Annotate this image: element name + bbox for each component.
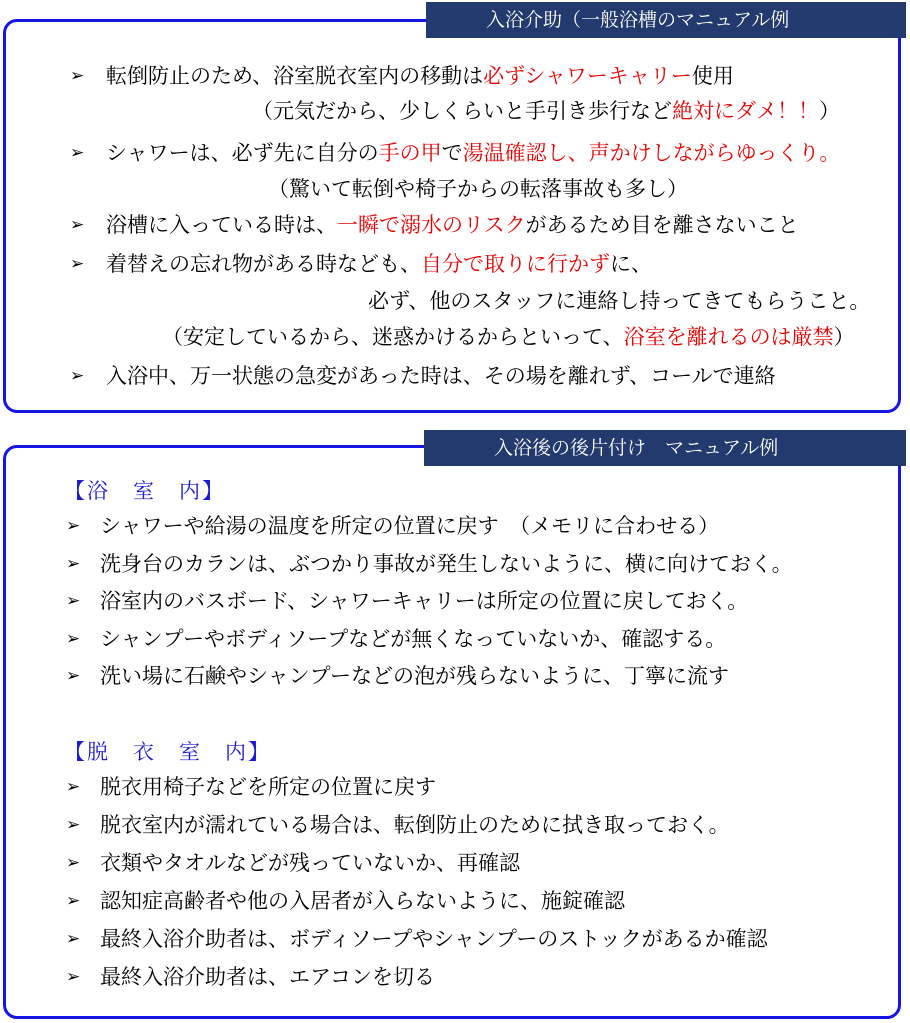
plain-text: シャワーは、必ず先に自分の bbox=[106, 141, 379, 165]
note-text bbox=[368, 286, 870, 316]
bathing-assistance-title: 入浴介助（一般浴槽のマニュアル例 bbox=[426, 2, 906, 38]
item-text: 最終入浴介助者は、エアコンを切る bbox=[100, 965, 435, 989]
plain-text: に、 bbox=[610, 252, 652, 276]
item-text: 浴室内のバスボード、シャワーキャリーは所定の位置に戻しておく。 bbox=[100, 589, 749, 613]
emphasis-text: 湯温確認し、声かけしながらゆっくり。 bbox=[462, 141, 841, 165]
item-text bbox=[106, 361, 776, 391]
arrow-bullet-icon: ➢ bbox=[66, 553, 81, 574]
plain-text: 浴槽に入っている時は、 bbox=[106, 213, 337, 237]
plain-text: 着替えの忘れ物がある時なども、 bbox=[106, 252, 421, 276]
note-text bbox=[162, 322, 855, 352]
note-text bbox=[252, 96, 840, 126]
arrow-bullet-icon: ➢ bbox=[66, 591, 81, 611]
item-text: 最終入浴介助者は、ボディソープやシャンプーのストックがあるか確認 bbox=[100, 927, 768, 951]
plain-text: 必ず、他のスタッフに連絡し持ってきてもらうこと。 bbox=[368, 289, 871, 313]
plain-text: （元気だから、少しくらいと手引き歩行など bbox=[252, 99, 672, 123]
plain-text: ） bbox=[833, 325, 855, 349]
emphasis-text: 手の甲 bbox=[378, 141, 442, 165]
arrow-bullet-icon: ➢ bbox=[66, 516, 81, 536]
plain-text: で bbox=[441, 141, 463, 165]
arrow-bullet-icon: ➢ bbox=[66, 929, 81, 949]
item-text bbox=[106, 61, 734, 91]
item-text: 脱衣用椅子などを所定の位置に戻す bbox=[100, 775, 436, 799]
plain-text: 転倒防止のため、浴室脱衣室内の移動は bbox=[106, 64, 484, 88]
item-text: 認知症高齢者や他の入居者が入らないように、施錠確認 bbox=[100, 889, 625, 913]
item-text: シャンプーやボディソープなどが無くなっていないか、確認する。 bbox=[100, 626, 727, 651]
note-text bbox=[268, 174, 688, 204]
arrow-bullet-icon: ➢ bbox=[66, 967, 81, 987]
arrow-bullet-icon: ➢ bbox=[70, 66, 85, 86]
dressing-room-heading: 【脱 衣 室 内】 bbox=[64, 740, 271, 764]
emphasis-text: 絶対にダメ！！ bbox=[672, 99, 819, 123]
emphasis-text: 自分で取りに行かず bbox=[421, 252, 610, 276]
cleanup-title: 入浴後の後片付け マニュアル例 bbox=[424, 430, 906, 466]
item-text: シャワーや給湯の温度を所定の位置に戻す （メモリに合わせる） bbox=[100, 514, 720, 538]
arrow-bullet-icon: ➢ bbox=[70, 254, 85, 274]
emphasis-text: 一瞬で溺水のリスク bbox=[337, 213, 526, 237]
emphasis-text: 浴室を離れるのは厳禁 bbox=[623, 325, 834, 349]
item-text: 洗い場に石鹸やシャンプーなどの泡が残らないように、丁寧に流す bbox=[100, 664, 729, 688]
arrow-bullet-icon: ➢ bbox=[70, 215, 85, 235]
arrow-bullet-icon: ➢ bbox=[66, 853, 81, 873]
arrow-bullet-icon: ➢ bbox=[70, 143, 85, 163]
arrow-bullet-icon: ➢ bbox=[66, 777, 81, 797]
item-text: 衣類やタオルなどが残っていないか、再確認 bbox=[100, 851, 520, 875]
arrow-bullet-icon: ➢ bbox=[66, 891, 81, 911]
item-text bbox=[106, 210, 799, 240]
arrow-bullet-icon: ➢ bbox=[70, 366, 85, 386]
item-text bbox=[106, 249, 652, 279]
plain-text: があるため目を離さないこと bbox=[525, 213, 799, 237]
item-text: 洗身台のカランは、ぶつかり事故が発生しないように、横に向けておく。 bbox=[100, 551, 793, 576]
item-text bbox=[106, 138, 840, 168]
item-text: 脱衣室内が濡れている場合は、転倒防止のために拭き取っておく。 bbox=[100, 813, 730, 837]
arrow-bullet-icon: ➢ bbox=[66, 815, 81, 835]
emphasis-text: 必ずシャワーキャリー bbox=[483, 64, 692, 88]
arrow-bullet-icon: ➢ bbox=[66, 628, 81, 649]
plain-text: ） bbox=[819, 99, 840, 123]
plain-text: （安定しているから、迷惑かけるからといって、 bbox=[162, 325, 624, 349]
plain-text: 使用 bbox=[691, 64, 734, 88]
arrow-bullet-icon: ➢ bbox=[66, 666, 81, 686]
plain-text: （驚いて転倒や椅子からの転落事故も多し） bbox=[268, 177, 688, 201]
bathroom-heading: 【浴 室 内】 bbox=[64, 479, 225, 503]
plain-text: 入浴中、万一状態の急変があった時は、その場を離れず、コールで連絡 bbox=[106, 364, 776, 388]
